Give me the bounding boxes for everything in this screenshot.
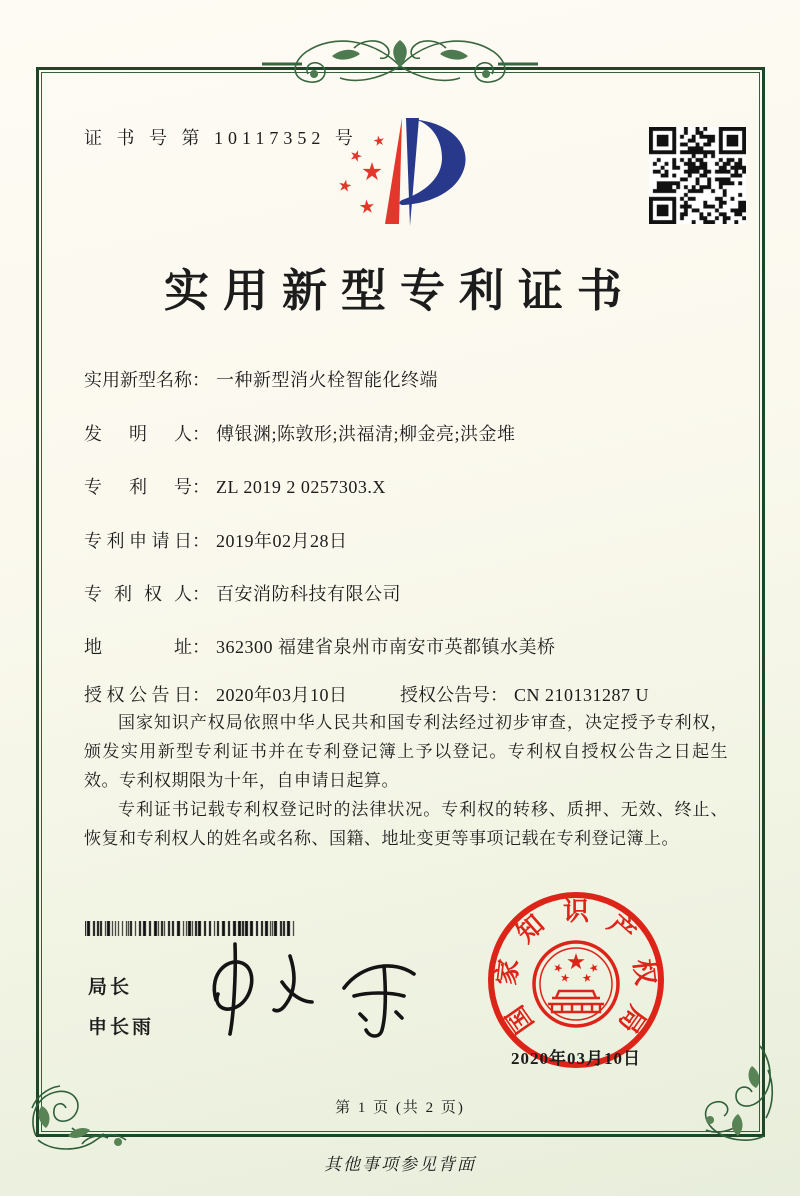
- field-value: 362300 福建省泉州市南安市英都镇水美桥: [216, 637, 556, 657]
- svg-text:产: 产: [602, 909, 641, 949]
- field-row-invention-name: 实用新型名称： 一种新型消火栓智能化终端: [84, 366, 438, 392]
- field-value: 2020年03月10日: [216, 685, 348, 705]
- field-row-grant: 授权公告日： 2020年03月10日 授权公告号： CN 210131287 U: [84, 681, 732, 707]
- legal-paragraph-2: 专利证书记载专利权登记时的法律状况。专利权的转移、质押、无效、终止、恢复和专利权人的姓名或名称、国籍、地址变更等事项记载在专利登记簿上。: [84, 800, 728, 848]
- svg-text:识: 识: [562, 897, 590, 926]
- qr-code: [649, 127, 746, 224]
- seal-date: 2020年03月10日: [511, 1049, 641, 1068]
- field-value: CN 210131287 U: [514, 685, 650, 705]
- field-row-patent-number: 专利号： ZL 2019 2 0257303.X: [84, 473, 386, 499]
- field-label: 授权公告日: [84, 685, 192, 705]
- field-value: ZL 2019 2 0257303.X: [216, 477, 386, 497]
- signer-title: 局长: [88, 977, 133, 998]
- svg-text:局: 局: [612, 1000, 652, 1039]
- field-row-address: 地址： 362300 福建省泉州市南安市英都镇水美桥: [84, 633, 556, 659]
- field-label: 地址: [84, 637, 192, 657]
- field-label: 授权公告号: [400, 685, 490, 705]
- back-note: 其他事项参见背面: [324, 1155, 476, 1174]
- signer-block: [88, 968, 154, 1048]
- field-label: 专利申请日: [84, 531, 192, 551]
- field-row-filing-date: 专利申请日： 2019年02月28日: [84, 527, 348, 553]
- field-value: 百安消防科技有限公司: [216, 584, 401, 604]
- svg-text:权: 权: [628, 957, 660, 987]
- field-label: 专利权人: [84, 584, 192, 604]
- field-value: 2019年02月28日: [216, 531, 348, 551]
- signer-name: 申长雨: [88, 1017, 155, 1038]
- logo-blue-stroke: [406, 118, 419, 226]
- certificate-number: 证 书 号 第 10117352 号: [84, 128, 358, 148]
- certificate-title: 实用新型专利证书: [163, 266, 636, 316]
- field-value: 一种新型消火栓智能化终端: [216, 370, 438, 390]
- field-row-inventors: 发明人： 傅银渊;陈敦形;洪福清;柳金亮;洪金堆: [84, 420, 516, 446]
- field-row-patentee: 专利权人： 百安消防科技有限公司: [84, 580, 401, 606]
- svg-text:家: 家: [492, 957, 524, 987]
- field-label: 发明人: [84, 424, 192, 444]
- logo-stars: [339, 136, 384, 214]
- svg-text:国: 国: [500, 1000, 540, 1039]
- field-value: 傅银渊;陈敦形;洪福清;柳金亮;洪金堆: [216, 424, 516, 444]
- director-signature-handwriting: [178, 930, 428, 1055]
- legal-text: [84, 708, 728, 853]
- legal-paragraph-1: 国家知识产权局依照中华人民共和国专利法经过初步审查，决定授予专利权，颁发实用新型专利证书并在专利登记簿上予以登记。专利权自授权公告之日起生效。专利权期限为十年，自申请日起算。: [84, 713, 728, 790]
- svg-text:知: 知: [511, 909, 550, 949]
- logo-red-wedge: [385, 118, 402, 224]
- field-label: 实用新型名称: [84, 370, 192, 390]
- field-label: 专利号: [84, 477, 192, 497]
- page-indicator: 第 1 页 (共 2 页): [335, 1100, 465, 1116]
- field-pair-grant-number: 授权公告号： CN 210131287 U: [400, 685, 650, 705]
- cnipa-logo: [332, 112, 484, 250]
